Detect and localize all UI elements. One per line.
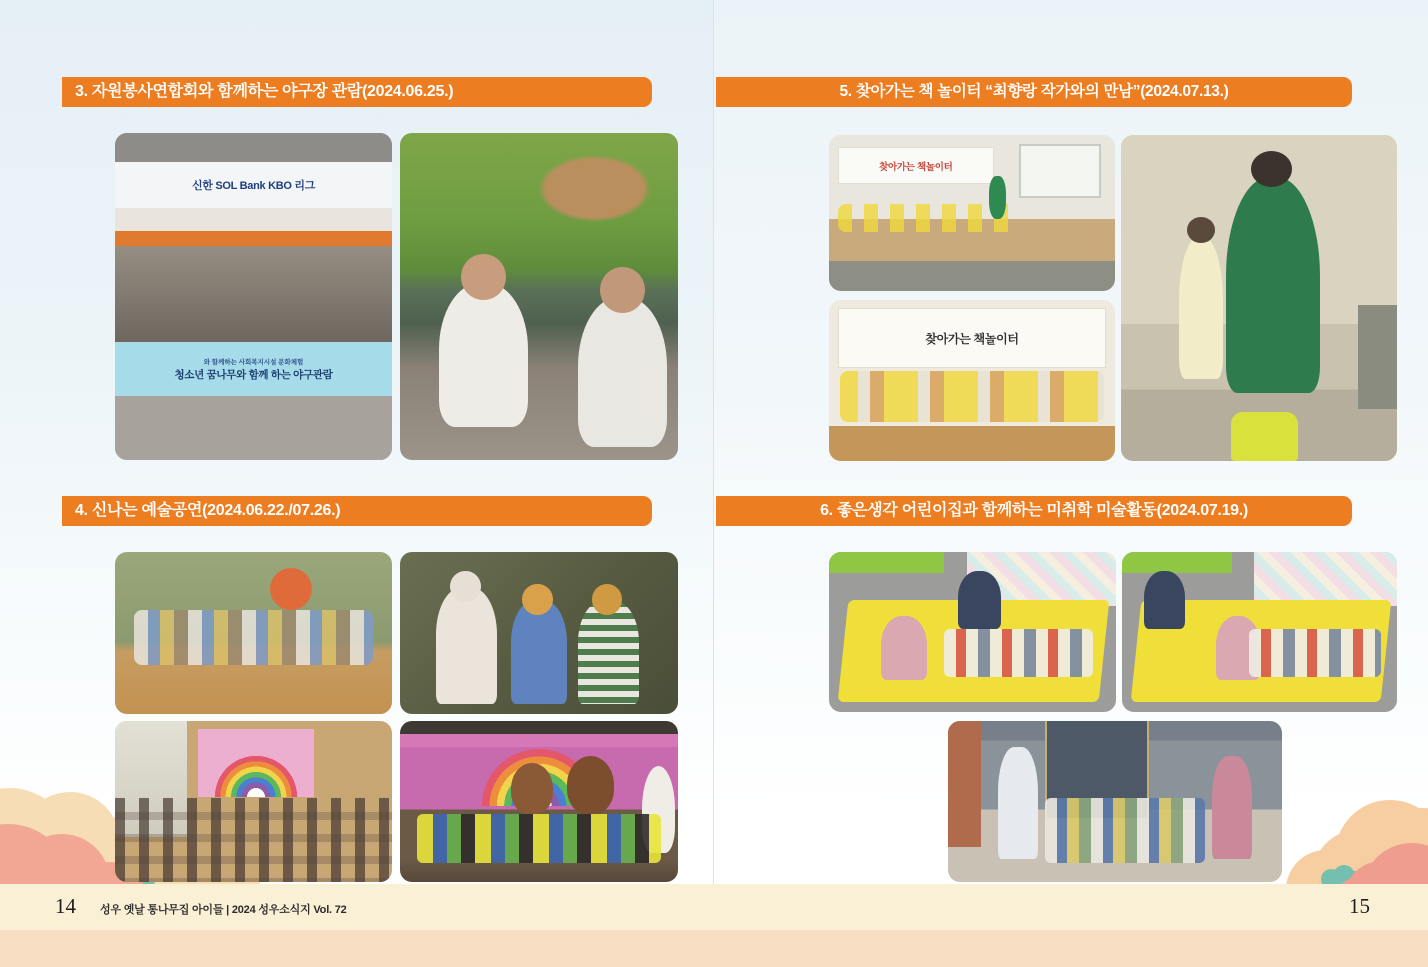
green-mat-strip <box>829 552 944 573</box>
photo-mask-group-stage <box>115 552 392 714</box>
photo-stadium-entrance-group <box>115 133 392 460</box>
rainbow-stage-backdrop <box>198 729 314 797</box>
section-title-bar <box>716 77 1352 107</box>
child-figure <box>1179 236 1223 379</box>
page-number-right: 15 <box>1349 894 1370 918</box>
section-title-bar <box>62 496 652 526</box>
performer-figure <box>436 588 497 705</box>
photo-tiger-mask-performers <box>400 552 678 714</box>
orange-awning-strip <box>115 231 392 246</box>
banner-text: 찾아가는 책놀이터 <box>925 331 1019 346</box>
children-group-row <box>1249 629 1381 677</box>
book-playground-banner <box>838 147 994 183</box>
performer-figure <box>578 601 639 705</box>
teacher-pink-apron <box>1212 756 1252 859</box>
performer-figure <box>511 601 567 705</box>
photo-author-with-child <box>1121 135 1397 461</box>
sun-puppet <box>270 568 312 610</box>
mascot-figure <box>567 756 614 814</box>
photo-playroom-craft-2 <box>1122 552 1397 712</box>
event-banner <box>115 342 392 396</box>
children-group-row <box>417 814 662 862</box>
green-mat-strip <box>1122 552 1232 573</box>
costumed-group-region <box>134 610 372 665</box>
yellow-chair <box>1231 412 1297 461</box>
infield-dirt-region <box>528 149 661 227</box>
children-group-row <box>1045 798 1205 862</box>
banner-text: 찾아가는 책놀이터 <box>879 161 953 173</box>
cloud-decoration-right <box>1278 780 1428 884</box>
child-figure <box>578 297 667 447</box>
footer-cream-band <box>0 884 1428 930</box>
mascot-figure <box>511 763 553 815</box>
table-region <box>829 426 1115 461</box>
book-playground-banner <box>838 308 1107 368</box>
section-title: 3. 자원봉사연합회와 함께하는 야구장 관람(2024.06.25.) <box>75 83 454 100</box>
teacher-figure <box>958 571 1001 629</box>
event-banner-subtext: 와 함께하는 사회복지시설 문화체험 <box>203 358 304 366</box>
group-with-vests-region <box>840 371 1103 423</box>
projector-screen <box>1019 144 1100 198</box>
photo-group-with-banner <box>829 300 1115 461</box>
mask-face <box>522 584 553 615</box>
audience-chair-rows <box>115 798 392 882</box>
apron-teacher-figure <box>881 616 927 680</box>
mask-face <box>450 571 481 602</box>
stadium-sign-text: 신한 SOL Bank KBO 리그 <box>191 180 316 193</box>
photo-outdoor-group <box>948 721 1282 882</box>
brick-wall-strip <box>948 721 981 847</box>
photo-mascot-group-stage <box>400 721 678 882</box>
page-number-left: 14 <box>55 894 76 918</box>
photo-stadium-stands-kids <box>400 133 678 460</box>
footer-peach-band <box>0 930 1428 967</box>
teacher-white-apron <box>998 747 1038 860</box>
author-head <box>1251 151 1292 187</box>
section-title: 5. 찾아가는 책 놀이터 “최향랑 작가와의 만남”(2024.07.13.) <box>839 83 1229 100</box>
desk-region <box>1358 305 1397 409</box>
section-title-bar <box>62 77 652 107</box>
pavement-region <box>115 396 392 460</box>
group-crowd-region <box>115 246 392 342</box>
author-green-dress <box>1226 177 1320 392</box>
photo-audience-chairs <box>115 721 392 882</box>
footer-imprint: 성우 옛날 통나무집 아이들 | 2024 성우소식지 Vol. 72 <box>100 904 347 916</box>
photo-classroom-session <box>829 135 1115 291</box>
stadium-roof-region <box>115 133 392 162</box>
page-gutter-divider <box>713 0 714 884</box>
child-figure <box>439 283 528 427</box>
photo-playroom-craft-1 <box>829 552 1116 712</box>
teacher-figure <box>1144 571 1185 629</box>
section-title: 4. 신나는 예술공연(2024.06.22./07.26.) <box>75 502 341 519</box>
event-banner-maintext: 청소년 꿈나무와 함께 하는 야구관람 <box>174 368 333 381</box>
ball-pit-region <box>1254 552 1397 606</box>
section-title-bar <box>716 496 1352 526</box>
presenter-figure <box>989 176 1006 220</box>
child-head <box>461 254 505 300</box>
children-group-row <box>944 629 1093 677</box>
child-head <box>600 267 644 313</box>
children-yellow-shirts <box>838 204 1015 232</box>
stadium-sign-band <box>115 162 392 208</box>
child-head <box>1187 217 1215 243</box>
section-title: 6. 좋은생각 어린이집과 함께하는 미취학 미술활동(2024.07.19.) <box>820 502 1248 519</box>
